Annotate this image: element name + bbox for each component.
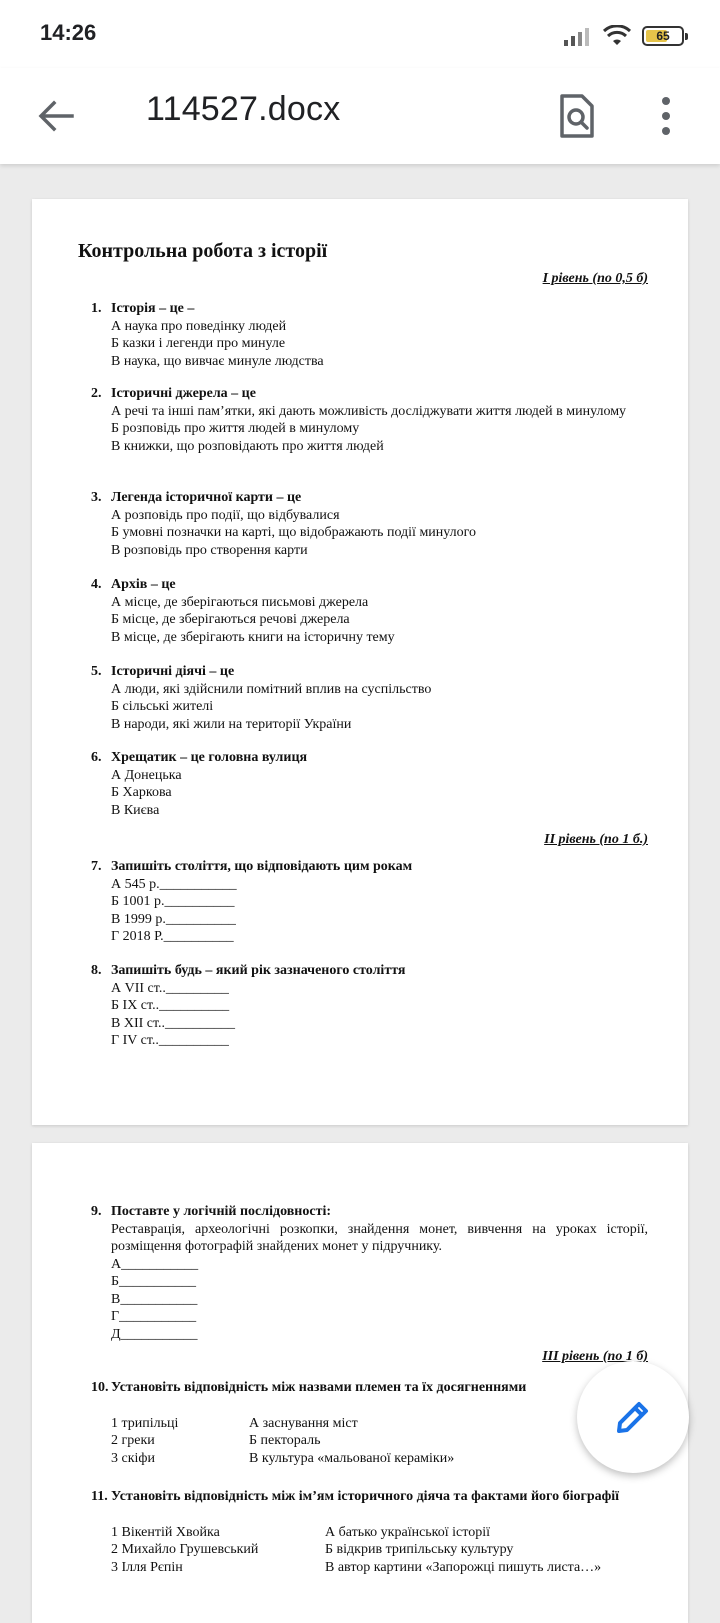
question-1 (91, 300, 648, 370)
match-left: 3 скіфи (111, 1450, 155, 1466)
question-number: 7. (91, 859, 102, 874)
more-vert-icon (646, 90, 686, 142)
question-number: 8. (91, 963, 102, 978)
answer-a: А___________ (111, 1256, 199, 1272)
question-text: Запишіть століття, що відповідають цим рокам (111, 859, 413, 874)
option-a: А наука про поведінку людей (111, 318, 287, 334)
question-text: Історичні джерела – це (111, 386, 256, 401)
option-c: В Києва (111, 802, 160, 818)
answer-d: Г___________ (111, 1309, 197, 1324)
question-text: Хрещатик – це головна вулиця (111, 750, 308, 765)
battery-indicator (642, 26, 684, 46)
option-c: В 1999 р.__________ (111, 911, 236, 927)
question-number: 1. (91, 301, 102, 316)
battery-level-text: 65 (656, 29, 670, 43)
match-right: Б відкрив трипільську культуру (325, 1542, 514, 1557)
find-in-document-icon (552, 90, 600, 142)
option-a: А люди, які здійснили помітний вплив на суспільство (111, 681, 432, 697)
question-4 (91, 576, 648, 646)
question-number: 2. (91, 386, 102, 401)
question-9 (91, 1203, 648, 1343)
match-left: 1 Вікентій Хвойка (111, 1524, 220, 1540)
question-number: 6. (91, 750, 102, 765)
question-number: 5. (91, 664, 102, 679)
answer-c: В___________ (111, 1291, 198, 1307)
match-row (91, 1415, 648, 1433)
option-b: Б розповідь про життя людей в минулому (111, 421, 360, 436)
match-right: А заснування міст (249, 1415, 358, 1431)
status-icons (564, 22, 684, 50)
option-b: Б Харкова (111, 785, 172, 800)
question-9-text: Реставрація, археологічні розкопки, знайдення монет, вивчення на уроках історії, розміщення фотографій знайдених монет у підручнику. (111, 1221, 648, 1254)
level-2-label: ІІ рівень (по 1 б.) (544, 832, 648, 847)
question-text: Історія – це – (111, 301, 195, 316)
question-title (91, 576, 648, 594)
match-right: В автор картини «Запорожці пишуть листа…» (325, 1559, 602, 1575)
question-number: 3. (91, 490, 102, 505)
question-title (91, 385, 648, 403)
status-bar (0, 0, 720, 68)
question-title (91, 489, 648, 507)
question-title (91, 858, 648, 876)
question-text: Легенда історичної карти – це (111, 490, 302, 505)
arrow-back-icon (30, 90, 82, 142)
question-title (91, 749, 648, 767)
option-b: Б IX ст..__________ (111, 998, 230, 1013)
option-c: В народи, які жили на території України (111, 716, 352, 732)
answer-b: Б___________ (111, 1274, 197, 1289)
question-text: Історичні діячі – це (111, 664, 235, 679)
question-title (91, 1379, 648, 1397)
find-in-document-button[interactable] (552, 90, 600, 142)
document-title: 114527.docx (146, 90, 341, 128)
question-title (91, 1203, 648, 1221)
match-row (91, 1450, 648, 1468)
match-row (91, 1541, 648, 1559)
question-number: 10. (91, 1380, 109, 1395)
option-b: Б 1001 р.__________ (111, 894, 235, 909)
question-title (91, 663, 648, 681)
back-button[interactable] (30, 90, 82, 142)
option-a: А Донецька (111, 767, 182, 783)
more-options-button[interactable] (646, 90, 686, 142)
option-c: В XII ст..__________ (111, 1015, 236, 1031)
option-c: В книжки, що розповідають про життя людей (111, 438, 384, 454)
question-5 (91, 663, 648, 733)
edit-pencil-icon (611, 1395, 655, 1439)
question-text: Установіть відповідність між назвами племен та їх досягненнями (111, 1380, 527, 1395)
document-page-1 (32, 199, 688, 1125)
question-title (91, 300, 648, 318)
option-b: Б місце, де зберігаються речові джерела (111, 612, 350, 627)
match-row (91, 1524, 648, 1542)
document-heading: Контрольна робота з історії (78, 240, 328, 262)
question-text: Запишіть будь – який рік зазначеного століття (111, 963, 406, 978)
match-right: Б пектораль (249, 1433, 321, 1448)
question-10 (91, 1379, 648, 1467)
question-text: Установіть відповідність між ім’ям історичного діяча та фактами його біографії (111, 1489, 620, 1504)
signal-icon (564, 26, 592, 46)
option-a: А розповідь про події, що відбувалися (111, 507, 340, 523)
match-left: 1 трипільці (111, 1415, 179, 1431)
option-b: Б умовні позначки на карті, що відображають події минулого (111, 525, 477, 540)
question-text: Поставте у логічній послідовності: (111, 1204, 332, 1219)
option-c: В наука, що вивчає минуле людства (111, 353, 324, 369)
match-left: 2 Михайло Грушевський (111, 1542, 259, 1557)
match-left: 2 греки (111, 1433, 155, 1448)
question-number: 4. (91, 577, 102, 592)
option-d: Г 2018 Р.__________ (111, 929, 234, 944)
match-row (91, 1432, 648, 1450)
status-time: 14:26 (40, 20, 97, 45)
match-left: 3 Ілля Рєпін (111, 1559, 183, 1575)
option-c: В місце, де зберігають книги на історичну тему (111, 629, 395, 645)
level-1-label: І рівень (по 0,5 б) (542, 271, 648, 286)
answer-e: Д___________ (111, 1326, 198, 1342)
question-number: 9. (91, 1204, 102, 1219)
option-b: Б сільські жителі (111, 699, 214, 714)
option-a: А 545 р.___________ (111, 876, 237, 892)
question-2 (91, 385, 648, 455)
question-6 (91, 749, 648, 819)
question-3 (91, 489, 648, 559)
option-a: А речі та інші пам’ятки, які дають можливість досліджувати життя людей в минулому (111, 403, 627, 419)
app-bar (0, 68, 720, 164)
wifi-icon (602, 25, 632, 47)
option-a: А місце, де зберігаються письмові джерела (111, 594, 369, 610)
question-11 (91, 1488, 648, 1576)
question-7 (91, 858, 648, 946)
question-text: Архів – це (111, 577, 176, 592)
option-c: В розповідь про створення карти (111, 542, 308, 558)
option-d: Г IV ст..__________ (111, 1033, 229, 1048)
match-row (91, 1559, 648, 1577)
question-title (91, 962, 648, 980)
edit-fab-button[interactable] (577, 1361, 689, 1473)
option-b: Б казки і легенди про минуле (111, 336, 286, 351)
question-number: 11. (91, 1489, 108, 1504)
option-a: А VII ст.._________ (111, 980, 229, 996)
level-3-label: ІІІ рівень (по 1 б) (542, 1349, 648, 1364)
question-8 (91, 962, 648, 1050)
question-title (91, 1488, 648, 1506)
match-right: А батько української історії (325, 1524, 490, 1540)
match-right: В культура «мальованої кераміки» (249, 1450, 455, 1466)
